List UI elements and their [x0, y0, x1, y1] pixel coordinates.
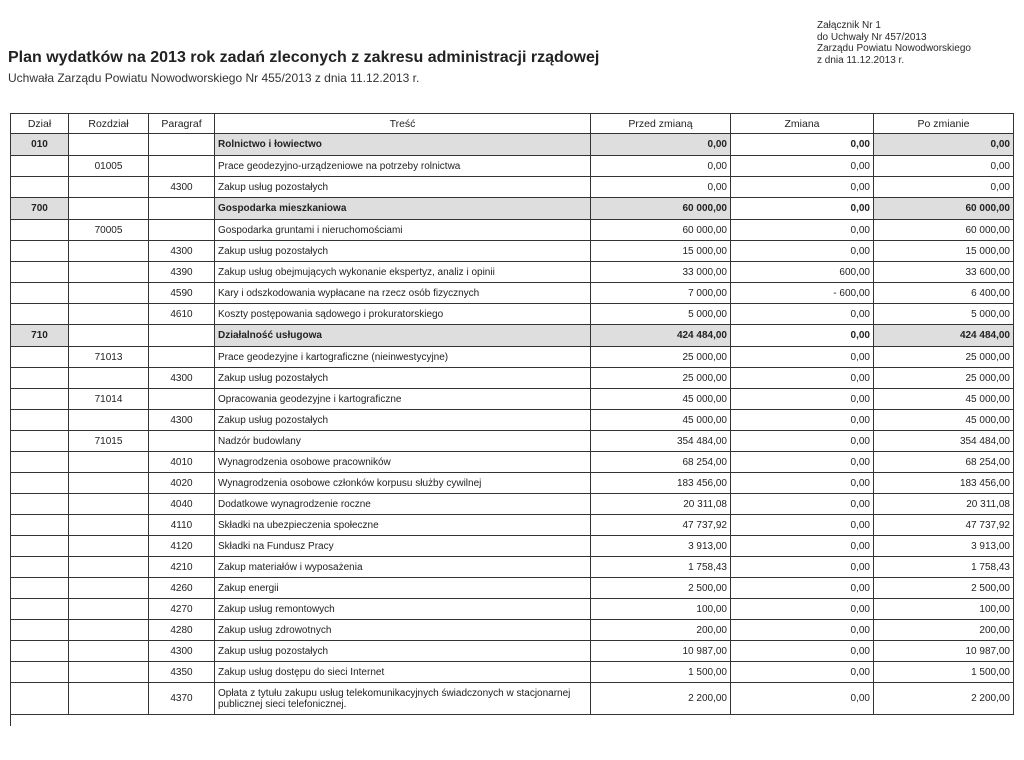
- cell-rozdzial: [69, 198, 149, 220]
- cell-przed: 183 456,00: [591, 473, 731, 494]
- cell-zmiana: 0,00: [731, 177, 874, 198]
- cell-zmiana: 0,00: [731, 683, 874, 715]
- cell-paragraf: 4300: [149, 410, 215, 431]
- cell-zmiana: 0,00: [731, 325, 874, 347]
- table-row: [11, 683, 1014, 715]
- cell-tresc: Gospodarka gruntami i nieruchomościami: [215, 220, 591, 241]
- cell-tresc: Zakup usług pozostałych: [215, 410, 591, 431]
- table-row: [11, 620, 1014, 641]
- cell-przed: 60 000,00: [591, 220, 731, 241]
- cell-przed: 354 484,00: [591, 431, 731, 452]
- cell-przed: 2 500,00: [591, 578, 731, 599]
- cell-tresc: Zakup energii: [215, 578, 591, 599]
- cell-tresc: Nadzór budowlany: [215, 431, 591, 452]
- table-row: [11, 389, 1014, 410]
- cell-po: 200,00: [874, 620, 1014, 641]
- cell-po: 424 484,00: [874, 325, 1014, 347]
- cell-po: 1 500,00: [874, 662, 1014, 683]
- cell-paragraf: 4390: [149, 262, 215, 283]
- cell-rozdzial: [69, 452, 149, 473]
- cell-rozdzial: 71014: [69, 389, 149, 410]
- cell-dzial: [11, 620, 69, 641]
- cell-po: 1 758,43: [874, 557, 1014, 578]
- cell-dzial: [11, 177, 69, 198]
- cell-przed: 1 758,43: [591, 557, 731, 578]
- cell-rozdzial: [69, 241, 149, 262]
- col-header-dzial: Dział: [11, 114, 69, 134]
- cell-przed: 15 000,00: [591, 241, 731, 262]
- cell-tresc: Zakup usług pozostałych: [215, 641, 591, 662]
- cell-przed: 100,00: [591, 599, 731, 620]
- table-row: [11, 177, 1014, 198]
- cell-przed: 0,00: [591, 177, 731, 198]
- table-row: [11, 662, 1014, 683]
- cell-przed: 3 913,00: [591, 536, 731, 557]
- cell-rozdzial: [69, 368, 149, 389]
- cell-po: 0,00: [874, 134, 1014, 156]
- cell-rozdzial: [69, 283, 149, 304]
- table-row: [11, 494, 1014, 515]
- cell-po: 0,00: [874, 156, 1014, 177]
- cell-tresc: Prace geodezyjne i kartograficzne (nieinwestycyjne): [215, 347, 591, 368]
- cell-po: 25 000,00: [874, 368, 1014, 389]
- cell-dzial: [11, 599, 69, 620]
- attachment-line-3: Zarządu Powiatu Nowodworskiego: [817, 43, 971, 54]
- cell-rozdzial: [69, 304, 149, 325]
- cell-zmiana: 0,00: [731, 620, 874, 641]
- cell-tresc: Działalność usługowa: [215, 325, 591, 347]
- cell-zmiana: 0,00: [731, 494, 874, 515]
- cell-tresc: Zakup usług pozostałych: [215, 177, 591, 198]
- cell-rozdzial: [69, 134, 149, 156]
- cell-paragraf: 4370: [149, 683, 215, 715]
- cell-zmiana: 0,00: [731, 389, 874, 410]
- table-body: [11, 134, 1014, 715]
- cell-paragraf: 4110: [149, 515, 215, 536]
- page-subtitle: Uchwała Zarządu Powiatu Nowodworskiego Nr 455/2013 z dnia 11.12.2013 r.: [8, 71, 420, 85]
- cell-dzial: [11, 220, 69, 241]
- table-row-section: [11, 198, 1014, 220]
- attachment-note: [817, 20, 971, 66]
- cell-przed: 0,00: [591, 156, 731, 177]
- cell-po: 68 254,00: [874, 452, 1014, 473]
- cell-zmiana: 0,00: [731, 662, 874, 683]
- table-row: [11, 220, 1014, 241]
- cell-rozdzial: [69, 536, 149, 557]
- table-row: [11, 410, 1014, 431]
- cell-dzial: [11, 515, 69, 536]
- cell-przed: 10 987,00: [591, 641, 731, 662]
- cell-tresc: Dodatkowe wynagrodzenie roczne: [215, 494, 591, 515]
- col-header-rozdzial: Rozdział: [69, 114, 149, 134]
- cell-tresc: Rolnictwo i łowiectwo: [215, 134, 591, 156]
- cell-dzial: [11, 473, 69, 494]
- cell-rozdzial: [69, 494, 149, 515]
- cell-paragraf: [149, 431, 215, 452]
- cell-rozdzial: [69, 599, 149, 620]
- cell-dzial: [11, 557, 69, 578]
- table-row: [11, 368, 1014, 389]
- expense-table: [10, 113, 1014, 715]
- cell-paragraf: [149, 134, 215, 156]
- col-header-po: Po zmianie: [874, 114, 1014, 134]
- cell-rozdzial: [69, 262, 149, 283]
- cell-paragraf: [149, 389, 215, 410]
- cell-paragraf: 4010: [149, 452, 215, 473]
- cell-po: 33 600,00: [874, 262, 1014, 283]
- col-header-przed: Przed zmianą: [591, 114, 731, 134]
- cell-rozdzial: [69, 410, 149, 431]
- cell-przed: 200,00: [591, 620, 731, 641]
- cell-po: 183 456,00: [874, 473, 1014, 494]
- cell-paragraf: 4300: [149, 177, 215, 198]
- cell-przed: 60 000,00: [591, 198, 731, 220]
- cell-zmiana: 0,00: [731, 515, 874, 536]
- cell-dzial: [11, 431, 69, 452]
- cell-zmiana: 0,00: [731, 198, 874, 220]
- cell-dzial: [11, 662, 69, 683]
- cell-paragraf: 4270: [149, 599, 215, 620]
- cell-przed: 5 000,00: [591, 304, 731, 325]
- cell-tresc: Kary i odszkodowania wypłacane na rzecz osób fizycznych: [215, 283, 591, 304]
- table-row: [11, 515, 1014, 536]
- cell-tresc: Opracowania geodezyjne i kartograficzne: [215, 389, 591, 410]
- cell-paragraf: 4300: [149, 241, 215, 262]
- cell-rozdzial: 71013: [69, 347, 149, 368]
- cell-zmiana: 0,00: [731, 134, 874, 156]
- cell-tresc: Zakup usług zdrowotnych: [215, 620, 591, 641]
- cell-tresc: Zakup usług obejmujących wykonanie ekspertyz, analiz i opinii: [215, 262, 591, 283]
- cell-tresc: Wynagrodzenia osobowe członków korpusu służby cywilnej: [215, 473, 591, 494]
- cell-tresc: Zakup usług remontowych: [215, 599, 591, 620]
- cell-tresc: Opłata z tytułu zakupu usług telekomunikacyjnych świadczonych w stacjonarnej publicznej sieci telefonicznej.: [215, 683, 591, 715]
- cell-paragraf: [149, 198, 215, 220]
- cell-przed: 2 200,00: [591, 683, 731, 715]
- cell-dzial: [11, 452, 69, 473]
- cell-paragraf: [149, 325, 215, 347]
- table-margin-line: [10, 704, 11, 726]
- cell-zmiana: 0,00: [731, 557, 874, 578]
- cell-po: 45 000,00: [874, 389, 1014, 410]
- cell-paragraf: 4120: [149, 536, 215, 557]
- cell-tresc: Wynagrodzenia osobowe pracowników: [215, 452, 591, 473]
- cell-paragraf: 4260: [149, 578, 215, 599]
- cell-paragraf: 4350: [149, 662, 215, 683]
- table-row: [11, 347, 1014, 368]
- cell-dzial: 710: [11, 325, 69, 347]
- cell-zmiana: 0,00: [731, 368, 874, 389]
- table-header-row: [11, 114, 1014, 134]
- cell-rozdzial: [69, 557, 149, 578]
- table-row: [11, 283, 1014, 304]
- cell-paragraf: 4300: [149, 641, 215, 662]
- table-row: [11, 452, 1014, 473]
- table-row: [11, 641, 1014, 662]
- cell-rozdzial: [69, 620, 149, 641]
- cell-po: 60 000,00: [874, 198, 1014, 220]
- cell-rozdzial: [69, 177, 149, 198]
- cell-zmiana: 0,00: [731, 220, 874, 241]
- table-row: [11, 431, 1014, 452]
- cell-zmiana: 0,00: [731, 241, 874, 262]
- cell-dzial: [11, 283, 69, 304]
- cell-tresc: Zakup materiałów i wyposażenia: [215, 557, 591, 578]
- cell-rozdzial: 70005: [69, 220, 149, 241]
- cell-rozdzial: [69, 641, 149, 662]
- cell-dzial: 010: [11, 134, 69, 156]
- cell-tresc: Składki na ubezpieczenia społeczne: [215, 515, 591, 536]
- page-title: Plan wydatków na 2013 rok zadań zleconych z zakresu administracji rządowej: [8, 49, 600, 66]
- cell-przed: 25 000,00: [591, 347, 731, 368]
- cell-dzial: [11, 494, 69, 515]
- table-row-section: [11, 325, 1014, 347]
- cell-po: 20 311,08: [874, 494, 1014, 515]
- cell-po: 10 987,00: [874, 641, 1014, 662]
- cell-po: 45 000,00: [874, 410, 1014, 431]
- table-row: [11, 599, 1014, 620]
- cell-tresc: Składki na Fundusz Pracy: [215, 536, 591, 557]
- cell-zmiana: - 600,00: [731, 283, 874, 304]
- table-row-section: [11, 134, 1014, 156]
- cell-po: 5 000,00: [874, 304, 1014, 325]
- cell-po: 25 000,00: [874, 347, 1014, 368]
- cell-po: 3 913,00: [874, 536, 1014, 557]
- cell-po: 354 484,00: [874, 431, 1014, 452]
- col-header-tresc: Treść: [215, 114, 591, 134]
- table-row: [11, 241, 1014, 262]
- cell-paragraf: 4040: [149, 494, 215, 515]
- cell-dzial: [11, 368, 69, 389]
- cell-po: 60 000,00: [874, 220, 1014, 241]
- table-row: [11, 156, 1014, 177]
- cell-zmiana: 0,00: [731, 431, 874, 452]
- cell-rozdzial: [69, 515, 149, 536]
- cell-po: 100,00: [874, 599, 1014, 620]
- cell-tresc: Prace geodezyjno-urządzeniowe na potrzeby rolnictwa: [215, 156, 591, 177]
- cell-przed: 25 000,00: [591, 368, 731, 389]
- attachment-line-1: Załącznik Nr 1: [817, 20, 881, 31]
- cell-zmiana: 0,00: [731, 473, 874, 494]
- cell-rozdzial: [69, 662, 149, 683]
- cell-po: 6 400,00: [874, 283, 1014, 304]
- cell-rozdzial: 01005: [69, 156, 149, 177]
- cell-przed: 1 500,00: [591, 662, 731, 683]
- cell-przed: 424 484,00: [591, 325, 731, 347]
- col-header-zmiana: Zmiana: [731, 114, 874, 134]
- cell-paragraf: [149, 347, 215, 368]
- table-row: [11, 473, 1014, 494]
- cell-zmiana: 0,00: [731, 536, 874, 557]
- cell-dzial: [11, 683, 69, 715]
- cell-po: 0,00: [874, 177, 1014, 198]
- cell-dzial: [11, 536, 69, 557]
- cell-dzial: [11, 389, 69, 410]
- cell-paragraf: 4300: [149, 368, 215, 389]
- cell-paragraf: 4020: [149, 473, 215, 494]
- cell-tresc: Zakup usług dostępu do sieci Internet: [215, 662, 591, 683]
- cell-tresc: Zakup usług pozostałych: [215, 368, 591, 389]
- cell-dzial: [11, 241, 69, 262]
- cell-zmiana: 0,00: [731, 599, 874, 620]
- cell-dzial: [11, 262, 69, 283]
- table-row: [11, 557, 1014, 578]
- cell-paragraf: 4610: [149, 304, 215, 325]
- table-row: [11, 536, 1014, 557]
- cell-rozdzial: [69, 473, 149, 494]
- cell-rozdzial: [69, 578, 149, 599]
- cell-paragraf: [149, 220, 215, 241]
- cell-tresc: Gospodarka mieszkaniowa: [215, 198, 591, 220]
- cell-paragraf: 4590: [149, 283, 215, 304]
- cell-po: 47 737,92: [874, 515, 1014, 536]
- cell-rozdzial: 71015: [69, 431, 149, 452]
- cell-zmiana: 0,00: [731, 641, 874, 662]
- cell-zmiana: 0,00: [731, 347, 874, 368]
- table-row: [11, 578, 1014, 599]
- cell-po: 15 000,00: [874, 241, 1014, 262]
- cell-zmiana: 600,00: [731, 262, 874, 283]
- cell-zmiana: 0,00: [731, 410, 874, 431]
- cell-dzial: [11, 410, 69, 431]
- table-row: [11, 304, 1014, 325]
- cell-przed: 47 737,92: [591, 515, 731, 536]
- cell-tresc: Zakup usług pozostałych: [215, 241, 591, 262]
- cell-przed: 7 000,00: [591, 283, 731, 304]
- cell-paragraf: 4210: [149, 557, 215, 578]
- attachment-line-4: z dnia 11.12.2013 r.: [817, 54, 905, 66]
- cell-dzial: [11, 156, 69, 177]
- cell-przed: 0,00: [591, 134, 731, 156]
- col-header-paragraf: Paragraf: [149, 114, 215, 134]
- cell-przed: 20 311,08: [591, 494, 731, 515]
- cell-dzial: 700: [11, 198, 69, 220]
- cell-dzial: [11, 578, 69, 599]
- cell-tresc: Koszty postępowania sądowego i prokuratorskiego: [215, 304, 591, 325]
- cell-dzial: [11, 304, 69, 325]
- cell-paragraf: 4280: [149, 620, 215, 641]
- cell-po: 2 500,00: [874, 578, 1014, 599]
- attachment-line-2: do Uchwały Nr 457/2013: [817, 31, 927, 43]
- cell-dzial: [11, 347, 69, 368]
- cell-zmiana: 0,00: [731, 156, 874, 177]
- cell-zmiana: 0,00: [731, 578, 874, 599]
- cell-zmiana: 0,00: [731, 452, 874, 473]
- cell-przed: 45 000,00: [591, 389, 731, 410]
- cell-przed: 45 000,00: [591, 410, 731, 431]
- table-row: [11, 262, 1014, 283]
- cell-paragraf: [149, 156, 215, 177]
- cell-rozdzial: [69, 325, 149, 347]
- cell-po: 2 200,00: [874, 683, 1014, 715]
- cell-rozdzial: [69, 683, 149, 715]
- cell-dzial: [11, 641, 69, 662]
- cell-przed: 33 000,00: [591, 262, 731, 283]
- cell-zmiana: 0,00: [731, 304, 874, 325]
- cell-przed: 68 254,00: [591, 452, 731, 473]
